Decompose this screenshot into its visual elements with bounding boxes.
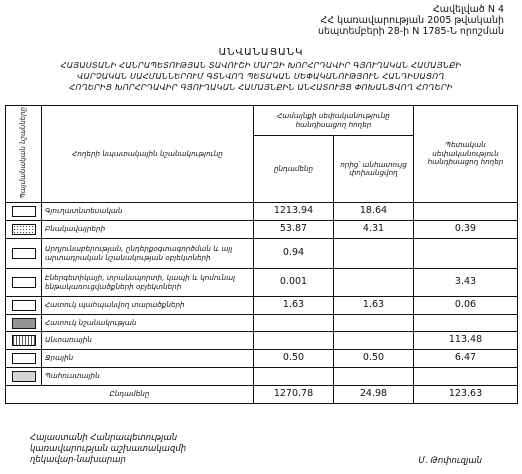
total-state: 123.63 [414, 386, 518, 404]
row-transfer: 0.50 [334, 350, 414, 368]
table-row [6, 239, 518, 269]
legend-swatch-energy [6, 269, 42, 297]
header-symbol: Պայմանական նշանները [6, 106, 42, 203]
row-transfer [334, 269, 414, 297]
row-state [414, 315, 518, 332]
legend-swatch-settlement [6, 221, 42, 239]
row-total: 1213.94 [254, 203, 334, 221]
header-community-group: Համայնքի սեփականությունը հանդիսացող հողեր [254, 106, 414, 136]
row-state [414, 239, 518, 269]
legend-swatch-special [6, 315, 42, 332]
header-transfer: որից՝ անհատույց փոխանցվող [334, 136, 414, 203]
signatory-title [30, 433, 186, 466]
row-total: 1.63 [254, 297, 334, 315]
table-row [6, 368, 518, 386]
document-title: ԱՆՎԱՆԱՑԱՆԿ [218, 47, 304, 58]
document-subtitle-line2: ՎԱՐՉԱԿԱՆ ՍԱՀՄԱՆՆԵՐՈՒՄ ԳՏՆՎՈՂ ՊԵՏԱԿԱՆ ՍԵՓԱԿԱՆՈՒԹՅՈՒՆ ՀԱՆԴԻՍԱՑՈՂ [77, 71, 445, 81]
legend-swatch-agricultural [6, 203, 42, 221]
row-total [254, 368, 334, 386]
row-total: 0.94 [254, 239, 334, 269]
row-transfer [334, 239, 414, 269]
legend-swatch-protected [6, 297, 42, 315]
row-name: Արդյունաբերության, ընդերքօգտագործման և այլ արտադրական նշանակության օբյեկտների [42, 239, 254, 269]
header-state-owned: Պետական սեփականություն հանդիսացող հողեր [414, 106, 518, 203]
appendix-header [244, 4, 504, 37]
row-state: 6.47 [414, 350, 518, 368]
row-state: 3.43 [414, 269, 518, 297]
row-state [414, 203, 518, 221]
legend-swatch-forest [6, 332, 42, 350]
header-total: ընդամենը [254, 136, 334, 203]
row-transfer [334, 368, 414, 386]
row-state: 113.48 [414, 332, 518, 350]
table-row [6, 269, 518, 297]
row-total [254, 315, 334, 332]
header-land-purpose: Հողերի նպատակային նշանակությունը [42, 106, 254, 203]
total-transfer: 24.98 [334, 386, 414, 404]
table-row [6, 221, 518, 239]
row-name: Հատուկ նշանակության [42, 315, 254, 332]
row-transfer: 1.63 [334, 297, 414, 315]
row-total: 0.50 [254, 350, 334, 368]
row-total [254, 332, 334, 350]
legend-swatch-water [6, 350, 42, 368]
table-row [6, 332, 518, 350]
appendix-decree-line: ՀՀ կառավարության 2005 թվականի [320, 15, 504, 26]
row-state: 0.39 [414, 221, 518, 239]
row-state [414, 368, 518, 386]
signatory-name: Մ. Թոփուզյան [418, 456, 482, 466]
row-name: Էներգետիկայի, տրանսպորտի, կապի և կոմունալ ենթակառուցվածքների օբյեկտների [42, 269, 254, 297]
row-transfer: 4.31 [334, 221, 414, 239]
table-row [6, 315, 518, 332]
land-table [5, 105, 518, 404]
table-row [6, 203, 518, 221]
row-name: Պահուստային [42, 368, 254, 386]
table-total-row [6, 386, 518, 404]
row-transfer [334, 332, 414, 350]
row-total: 0.001 [254, 269, 334, 297]
appendix-number: Հավելված N 4 [432, 4, 504, 15]
total-total: 1270.78 [254, 386, 334, 404]
legend-swatch-industrial [6, 239, 42, 269]
legend-swatch-reserve [6, 368, 42, 386]
table-row [6, 297, 518, 315]
signatory-line1: Հայաստանի Հանրապետության [30, 433, 178, 443]
row-name: Բնակավայրերի [42, 221, 254, 239]
row-total: 53.87 [254, 221, 334, 239]
document-subtitle-line3: ՀՈՂԵՐԻՑ ԽՈՐՀՐԴԱՎԻՐ ԳՅՈՒՂԱԿԱՆ ՀԱՄԱՅՆՔԻՆ ԱՆՀԱՏՈՒՅՑ ՓՈԽԱՆՑՎՈՂ ՀՈՂԵՐԻ [69, 82, 453, 92]
appendix-decree-date: սեպտեմբերի 28-ի N 1785-Ն որոշման [317, 26, 504, 37]
row-name: Ջրային [42, 350, 254, 368]
total-label: Ընդամենը [6, 386, 254, 404]
row-name: Գյուղատնտեսական [42, 203, 254, 221]
row-name: Անտառային [42, 332, 254, 350]
row-transfer: 18.64 [334, 203, 414, 221]
signatory-line3: ղեկավար-նախարար [30, 455, 126, 465]
document-subtitle-line1: ՀԱՅԱՍՏԱՆԻ ՀԱՆՐԱՊԵՏՈՒԹՅԱՆ ՏԱՎՈՒՇԻ ՄԱՐԶԻ ԽՈՐՀՐԴԱՎԻՐ ԳՅՈՒՂԱԿԱՆ ՀԱՄԱՅՆՔԻ [60, 60, 462, 70]
row-transfer [334, 315, 414, 332]
row-state: 0.06 [414, 297, 518, 315]
row-name: Հատուկ պահպանվող տարածքների [42, 297, 254, 315]
table-row [6, 350, 518, 368]
signatory-line2: կառավարության աշխատակազմի [30, 444, 187, 454]
